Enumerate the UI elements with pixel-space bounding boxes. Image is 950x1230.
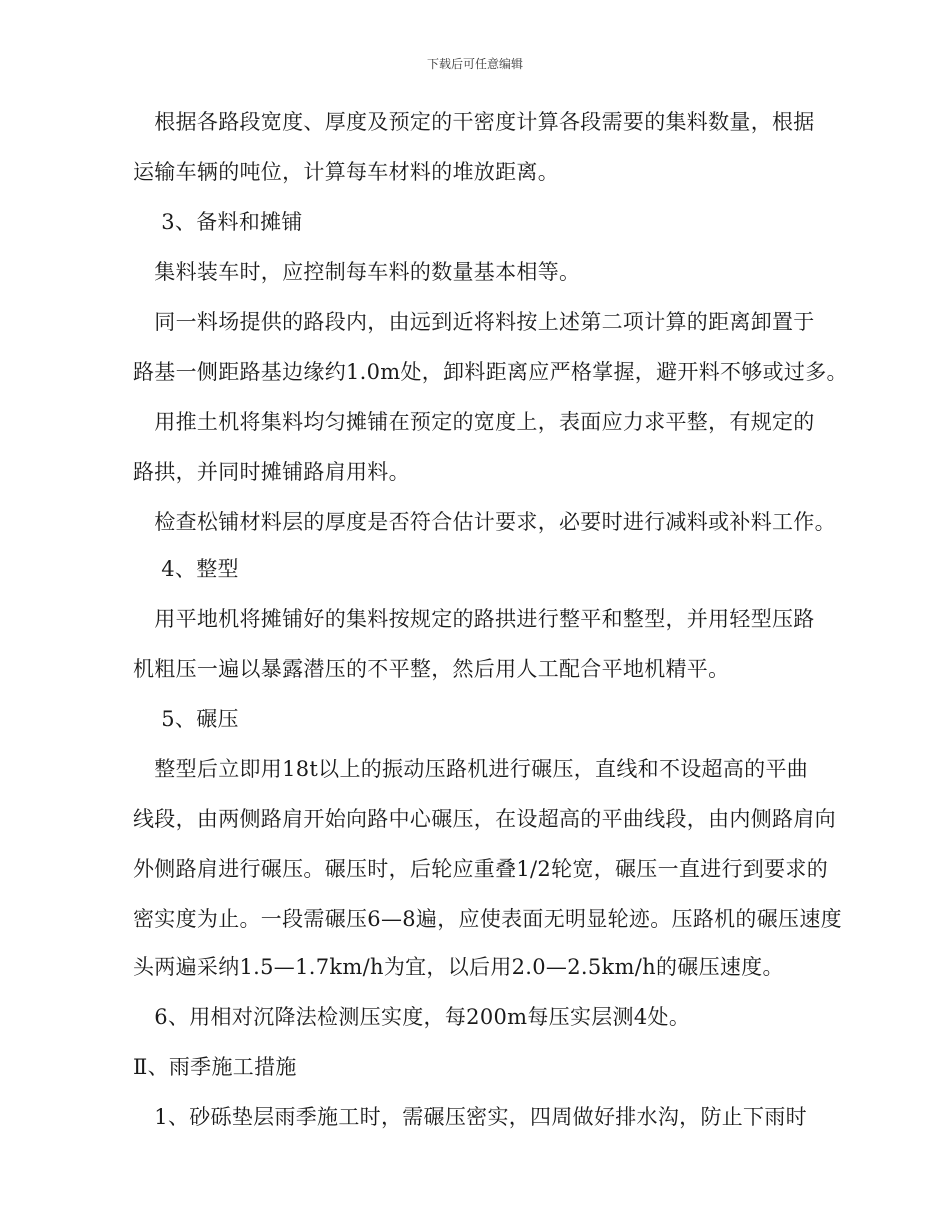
paragraph-line: 路拱，并同时摊铺路肩用料。 xyxy=(133,460,410,484)
paragraph-line: 机粗压一遍以暴露潜压的不平整，然后用人工配合平地机精平。 xyxy=(133,657,730,681)
paragraph-line: 头两遍采纳1.5—1.7km/h为宜，以后用2.0—2.5km/h的碾压速度。 xyxy=(133,955,784,979)
paragraph-line: 用推土机将集料均匀摊铺在预定的宽度上，表面应力求平整，有规定的 xyxy=(133,410,815,434)
paragraph-line: 外侧路肩进行碾压。碾压时，后轮应重叠1/2轮宽，碾压一直进行到要求的 xyxy=(133,857,828,881)
paragraph-line: 线段，由两侧路肩开始向路中心碾压，在设超高的平曲线段，由内侧路肩向 xyxy=(133,807,836,831)
paragraph-line: 密实度为止。一段需碾压6—8遍，应使表面无明显轮迹。压路机的碾压速度 xyxy=(133,907,842,931)
paragraph-line: 6、用相对沉降法检测压实度，每200m每压实层测4处。 xyxy=(133,1005,691,1029)
section-heading: 3、备料和摊铺 xyxy=(133,210,303,234)
paragraph-line: 检查松铺材料层的厚度是否符合估计要求，必要时进行减料或补料工作。 xyxy=(133,510,836,534)
paragraph-line: 根据各路段宽度、厚度及预定的干密度计算各段需要的集料数量，根据 xyxy=(133,110,815,134)
section-heading: Ⅱ、雨季施工措施 xyxy=(133,1055,297,1079)
paragraph-line: 同一料场提供的路段内，由远到近将料按上述第二项计算的距离卸置于 xyxy=(133,310,815,334)
page-header: 下载后可任意编辑 xyxy=(426,57,523,71)
paragraph-line: 用平地机将摊铺好的集料按规定的路拱进行整平和整型，并用轻型压路 xyxy=(133,607,815,631)
paragraph-line: 1、砂砾垫层雨季施工时，需碾压密实，四周做好排水沟，防止下雨时 xyxy=(133,1105,807,1129)
paragraph-line: 运输车辆的吨位，计算每车材料的堆放距离。 xyxy=(133,160,559,184)
paragraph-line: 整型后立即用18t以上的振动压路机进行碾压，直线和不设超高的平曲 xyxy=(133,757,809,781)
paragraph-line: 路基一侧距路基边缘约1.0m处，卸料距离应严格掌握，避开料不够或过多。 xyxy=(133,360,848,384)
paragraph-line: 集料装车时，应控制每车料的数量基本相等。 xyxy=(133,260,581,284)
section-heading: 5、碾压 xyxy=(133,707,239,731)
section-heading: 4、整型 xyxy=(133,557,239,581)
